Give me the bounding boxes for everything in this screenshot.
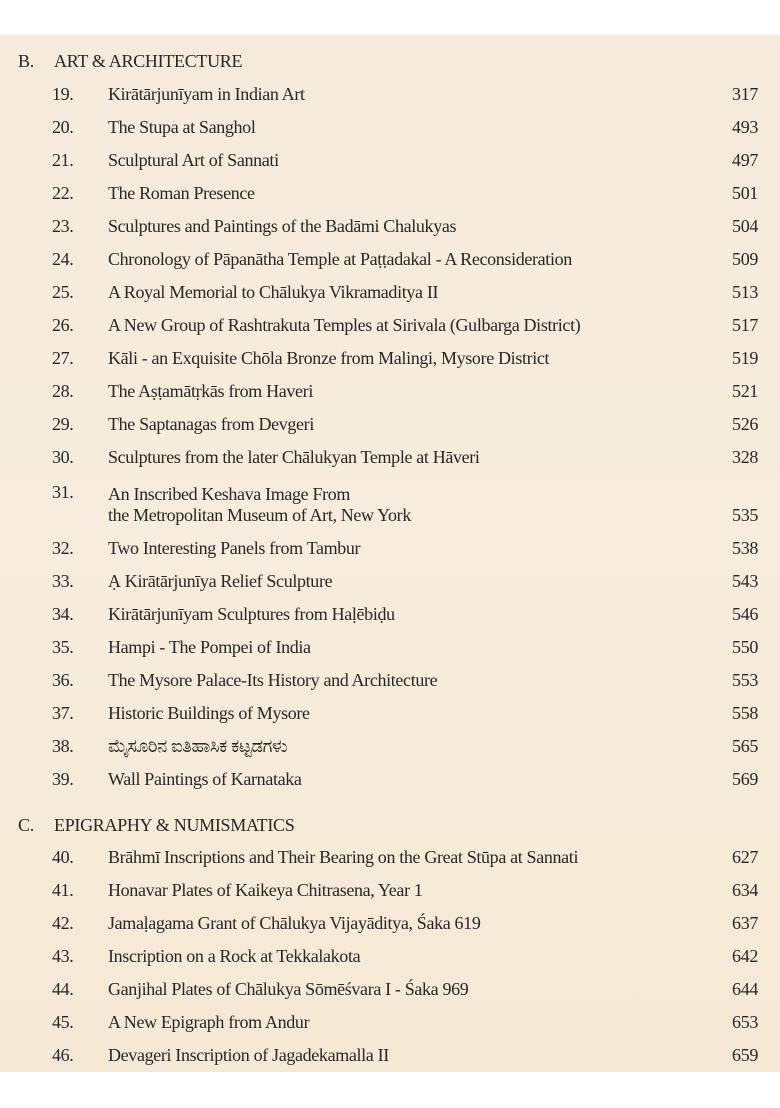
entry-page-number: 328 (732, 447, 758, 467)
toc-entry (0, 177, 780, 210)
section-heading (0, 45, 780, 78)
toc-entry (0, 1006, 780, 1039)
entry-page-number: 553 (732, 670, 758, 690)
entry-page-number: 653 (732, 1012, 758, 1032)
toc-entry (0, 441, 780, 474)
entry-number: 21. (52, 150, 74, 170)
entry-page-number: 493 (732, 117, 758, 137)
toc-entry (0, 763, 780, 796)
entry-page-number: 627 (732, 847, 758, 867)
section-title: EPIGRAPHY & NUMISMATICS (54, 815, 295, 835)
entry-page-number: 521 (732, 381, 758, 401)
entry-page-number: 546 (732, 604, 758, 624)
toc-entry (0, 78, 780, 111)
entry-number: 25. (52, 282, 74, 302)
toc-entry (0, 907, 780, 940)
entry-title: ಮೈಸೂರಿನ ಐತಿಹಾಸಿಕ ಕಟ್ಟಡಗಳು (108, 736, 288, 756)
entry-number: 22. (52, 183, 74, 203)
entry-page-number: 535 (732, 505, 758, 525)
entry-page-number: 644 (732, 979, 758, 999)
entry-page-number: 550 (732, 637, 758, 657)
entry-title: Wall Paintings of Karnataka (108, 769, 302, 789)
toc-entry (0, 309, 780, 342)
toc-entry (0, 841, 780, 874)
section-heading (0, 810, 780, 841)
entry-page-number: 504 (732, 216, 758, 236)
entry-title: A Royal Memorial to Chālukya Vikramaditya II (108, 282, 439, 302)
entry-title: Ganjihal Plates of Chālukya Sōmēśvara I - Śaka 969 (108, 979, 469, 999)
entry-title: Kirātārjunīyam in Indian Art (108, 84, 305, 104)
entry-title: Ạ Kirātārjunīya Relief Sculpture (108, 571, 333, 591)
entry-page-number: 642 (732, 946, 758, 966)
entry-number: 28. (52, 381, 74, 401)
toc-entry (0, 210, 780, 243)
entry-title: A New Group of Rashtrakuta Temples at Sirivala (Gulbarga District) (108, 315, 581, 335)
entry-page-number: 565 (732, 736, 758, 756)
toc-entry (0, 111, 780, 144)
entry-page-number: 538 (732, 538, 758, 558)
toc-entry (0, 243, 780, 276)
entry-number: 23. (52, 216, 74, 236)
entry-title: A New Epigraph from Andur (108, 1012, 310, 1032)
entry-number: 20. (52, 117, 74, 137)
entry-title: The Saptanagas from Devgeri (108, 414, 314, 434)
entry-number: 41. (52, 880, 74, 900)
entry-page-number: 558 (732, 703, 758, 723)
entry-number: 35. (52, 637, 74, 657)
entry-number: 43. (52, 946, 74, 966)
table-of-contents (0, 45, 780, 1072)
entry-title: Chronology of Pāpanātha Temple at Paṭṭadakal - A Reconsideration (108, 249, 572, 269)
entry-page-number: 519 (732, 348, 758, 368)
toc-entry (0, 940, 780, 973)
toc-entry (0, 375, 780, 408)
entry-number: 37. (52, 703, 74, 723)
entry-page-number: 509 (732, 249, 758, 269)
entry-page-number: 497 (732, 150, 758, 170)
entry-title: Kāli - an Exquisite Chōla Bronze from Malingi, Mysore District (108, 348, 550, 368)
entry-title-line: An Inscribed Keshava Image From (108, 484, 351, 504)
section-letter: C. (18, 815, 34, 835)
toc-entry (0, 276, 780, 309)
toc-entry (0, 730, 780, 763)
document-page (0, 35, 780, 1072)
toc-entry (0, 697, 780, 730)
section-letter: B. (18, 51, 34, 71)
entry-page-number: 317 (732, 84, 758, 104)
entry-title: The Aṣṭamātṛkās from Haveri (108, 381, 313, 401)
entry-title: Kirātārjunīyam Sculptures from Haḷēbiḍu (108, 604, 395, 624)
entry-title: The Roman Presence (108, 183, 255, 203)
toc-entry (0, 474, 780, 532)
entry-number: 24. (52, 249, 74, 269)
entry-title: Historic Buildings of Mysore (108, 703, 310, 723)
entry-page-number: 659 (732, 1045, 758, 1065)
entry-title: The Stupa at Sanghol (108, 117, 256, 137)
entry-title: Sculptural Art of Sannati (108, 150, 279, 170)
entry-number: 42. (52, 913, 74, 933)
entry-page-number: 513 (732, 282, 758, 302)
entry-title: Brāhmī Inscriptions and Their Bearing on the Great Stūpa at Sannati (108, 847, 579, 867)
entry-page-number: 501 (732, 183, 758, 203)
entry-number: 40. (52, 847, 74, 867)
toc-entry (0, 1039, 780, 1072)
entry-number: 34. (52, 604, 74, 624)
entry-number: 27. (52, 348, 74, 368)
entry-title: Sculptures and Paintings of the Badāmi Chalukyas (108, 216, 457, 236)
entry-title (108, 484, 698, 526)
entry-number: 39. (52, 769, 74, 789)
entry-title: The Mysore Palace-Its History and Architecture (108, 670, 438, 690)
entry-number: 36. (52, 670, 74, 690)
entry-title-line: the Metropolitan Museum of Art, New York (108, 505, 411, 525)
entry-page-number: 637 (732, 913, 758, 933)
toc-entry (0, 598, 780, 631)
entry-number: 45. (52, 1012, 74, 1032)
toc-entry (0, 144, 780, 177)
entry-title: Two Interesting Panels from Tambur (108, 538, 361, 558)
section-title: ART & ARCHITECTURE (54, 51, 243, 71)
toc-entry (0, 532, 780, 565)
entry-number: 32. (52, 538, 74, 558)
entry-number: 38. (52, 736, 74, 756)
entry-title: Jamaḷagama Grant of Chālukya Vijayāditya, Śaka 619 (108, 913, 481, 933)
entry-page-number: 517 (732, 315, 758, 335)
entry-number: 44. (52, 979, 74, 999)
entry-number: 31. (52, 482, 74, 502)
entry-page-number: 543 (732, 571, 758, 591)
entry-number: 46. (52, 1045, 74, 1065)
toc-entry (0, 631, 780, 664)
entry-number: 30. (52, 447, 74, 467)
toc-entry (0, 874, 780, 907)
entry-title: Inscription on a Rock at Tekkalakota (108, 946, 361, 966)
entry-number: 19. (52, 84, 74, 104)
toc-entry (0, 565, 780, 598)
toc-entry (0, 408, 780, 441)
toc-entry (0, 342, 780, 375)
toc-entry (0, 664, 780, 697)
entry-number: 26. (52, 315, 74, 335)
entry-title: Honavar Plates of Kaikeya Chitrasena, Year 1 (108, 880, 423, 900)
entry-title: Hampi - The Pompei of India (108, 637, 311, 657)
entry-page-number: 526 (732, 414, 758, 434)
entry-title: Sculptures from the later Chālukyan Temple at Hāveri (108, 447, 480, 467)
toc-entry (0, 973, 780, 1006)
entry-page-number: 634 (732, 880, 758, 900)
entry-number: 33. (52, 571, 74, 591)
entry-title: Devageri Inscription of Jagadekamalla II (108, 1045, 389, 1065)
entry-number: 29. (52, 414, 74, 434)
entry-page-number: 569 (732, 769, 758, 789)
